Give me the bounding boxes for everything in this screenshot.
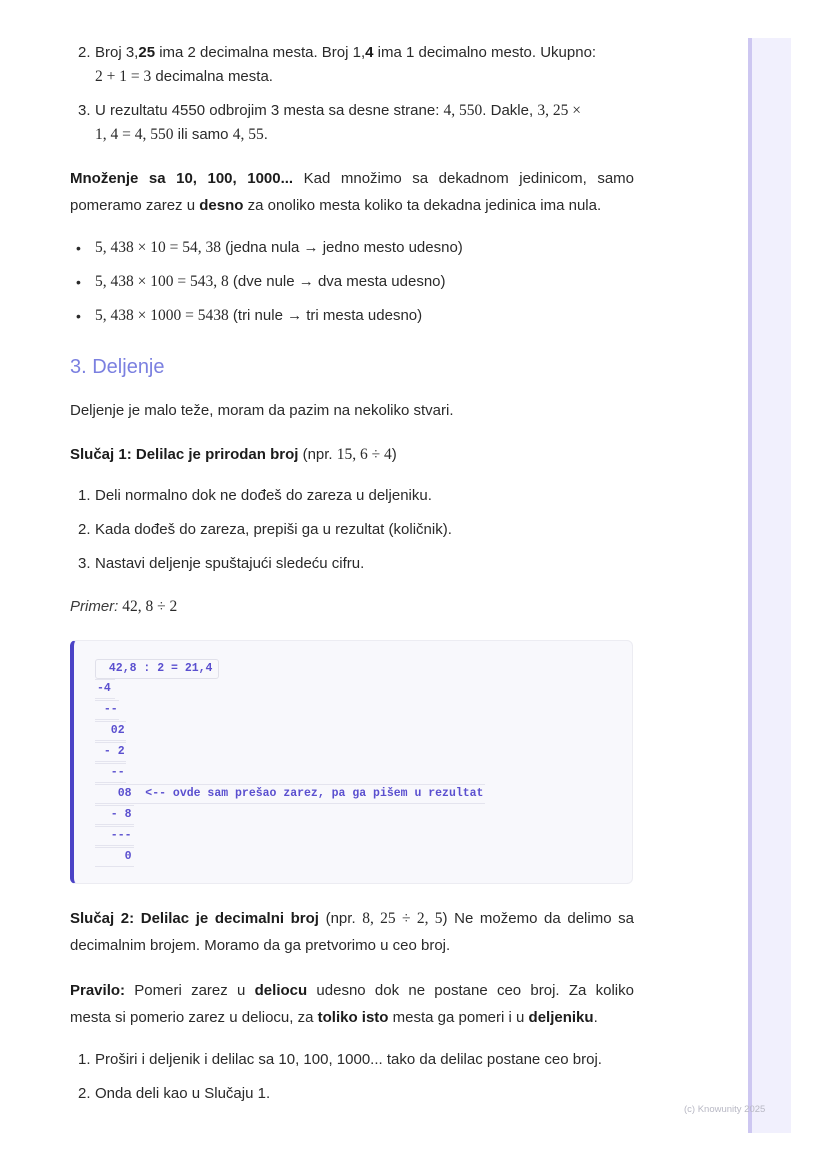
- code-line: -4: [95, 679, 115, 699]
- code-line: 42,8 : 2 = 21,4: [95, 659, 219, 679]
- case1-steps-list: [70, 484, 634, 576]
- division-intro: Deljenje je malo teže, moram da pazim na nekoliko stvari.: [70, 402, 454, 419]
- math-expression: 1, 4 = 4, 550: [95, 126, 174, 143]
- code-line: - 2: [95, 742, 126, 762]
- multiplication-paragraph: Množenje sa 10, 100, 1000... Kad množimo sa dekadnom jedinicom, samo pomeramo zarez u desno za onoliko mesta koliko ta dekadna jedinica ima nula.: [70, 170, 634, 214]
- list-item: 3. Nastavi deljenje spuštajući sledeću cifru.: [78, 555, 365, 572]
- primer-line: Primer: 42, 8 ÷ 2: [70, 598, 178, 615]
- math-expression: 3, 25 ×: [537, 102, 581, 119]
- case2-paragraph: Slučaj 2: Delilac je decimalni broj (npr. 8, 25 ÷ 2, 5) Ne možemo da delimo sa decimalnim brojem. Moramo da ga pretvorimo u ceo broj.: [70, 910, 634, 954]
- list-item: 1. Deli normalno dok ne dođeš do zareza u deljeniku.: [78, 487, 432, 504]
- math-expression: 42, 8 ÷ 2: [118, 598, 178, 615]
- bullet-icon: •: [76, 240, 81, 256]
- math-expression: 15, 6 ÷ 4: [336, 446, 392, 463]
- list-item: • 5, 438 × 10 = 54, 38 (jedna nula → jedno mesto udesno): [70, 236, 634, 260]
- case1-title: Slučaj 1: Delilac je prirodan broj (npr. 15, 6 ÷ 4): [70, 446, 397, 463]
- code-block: [70, 640, 633, 884]
- code-line: --: [95, 700, 119, 720]
- list-item: 1. Proširi i deljenik i delilac sa 10, 100, 1000... tako da delilac postane ceo broj.: [78, 1051, 602, 1068]
- math-expression: 4, 550: [443, 102, 483, 119]
- side-margin-panel: [748, 38, 791, 1133]
- math-expression: 4, 55: [232, 126, 264, 143]
- math-expression: 2 + 1 = 3: [95, 68, 152, 85]
- code-line: 08 <-- ovde sam prešao zarez, pa ga pišem u rezultat: [95, 784, 485, 804]
- list-item: 2. Broj 3,25 ima 2 decimalna mesta. Broj 1,4 ima 1 decimalno mesto. Ukupno: 2 + 1 = 3 decimalna mesta.: [78, 44, 597, 85]
- list-item: 3. U rezultatu 4550 odbrojim 3 mesta sa desne strane: 4, 550. Dakle, 3, 25 × 1, 4 = 4, 550 ili samo 4, 55.: [78, 102, 581, 143]
- list-item: • 5, 438 × 100 = 543, 8 (dve nule → dva mesta udesno): [70, 270, 634, 294]
- copyright-footer: (c) Knowunity 2025: [684, 1104, 766, 1115]
- code-line: ---: [95, 826, 134, 846]
- section-heading: 3. Deljenje: [70, 356, 165, 378]
- bullet-icon: •: [76, 308, 81, 324]
- code-line: --: [95, 763, 126, 783]
- list-item: • 5, 438 × 1000 = 5438 (tri nule → tri mesta udesno): [70, 304, 634, 328]
- math-expression: 5, 438 × 100 = 543, 8: [95, 273, 229, 290]
- code-line: - 8: [95, 805, 134, 825]
- multiplication-steps-list: [70, 41, 634, 147]
- list-item: 2. Kada dođeš do zareza, prepiši ga u rezultat (količnik).: [78, 521, 452, 538]
- code-line: 0: [95, 847, 134, 867]
- code-line: 02: [95, 721, 126, 741]
- case2-steps-list: [70, 1048, 650, 1106]
- math-expression: 5, 438 × 10 = 54, 38: [95, 239, 221, 256]
- multiplication-examples-list: [70, 236, 634, 328]
- bullet-icon: •: [76, 274, 81, 290]
- math-expression: 8, 25 ÷ 2, 5: [362, 910, 443, 927]
- math-expression: 5, 438 × 1000 = 5438: [95, 307, 229, 324]
- list-item: 2. Onda deli kao u Slučaju 1.: [78, 1085, 271, 1102]
- rule-paragraph: Pravilo: Pomeri zarez u deliocu udesno dok ne postane ceo broj. Za koliko mesta si pomerio zarez u deliocu, za toliko isto mesta ga pomeri i u deljeniku.: [70, 982, 634, 1026]
